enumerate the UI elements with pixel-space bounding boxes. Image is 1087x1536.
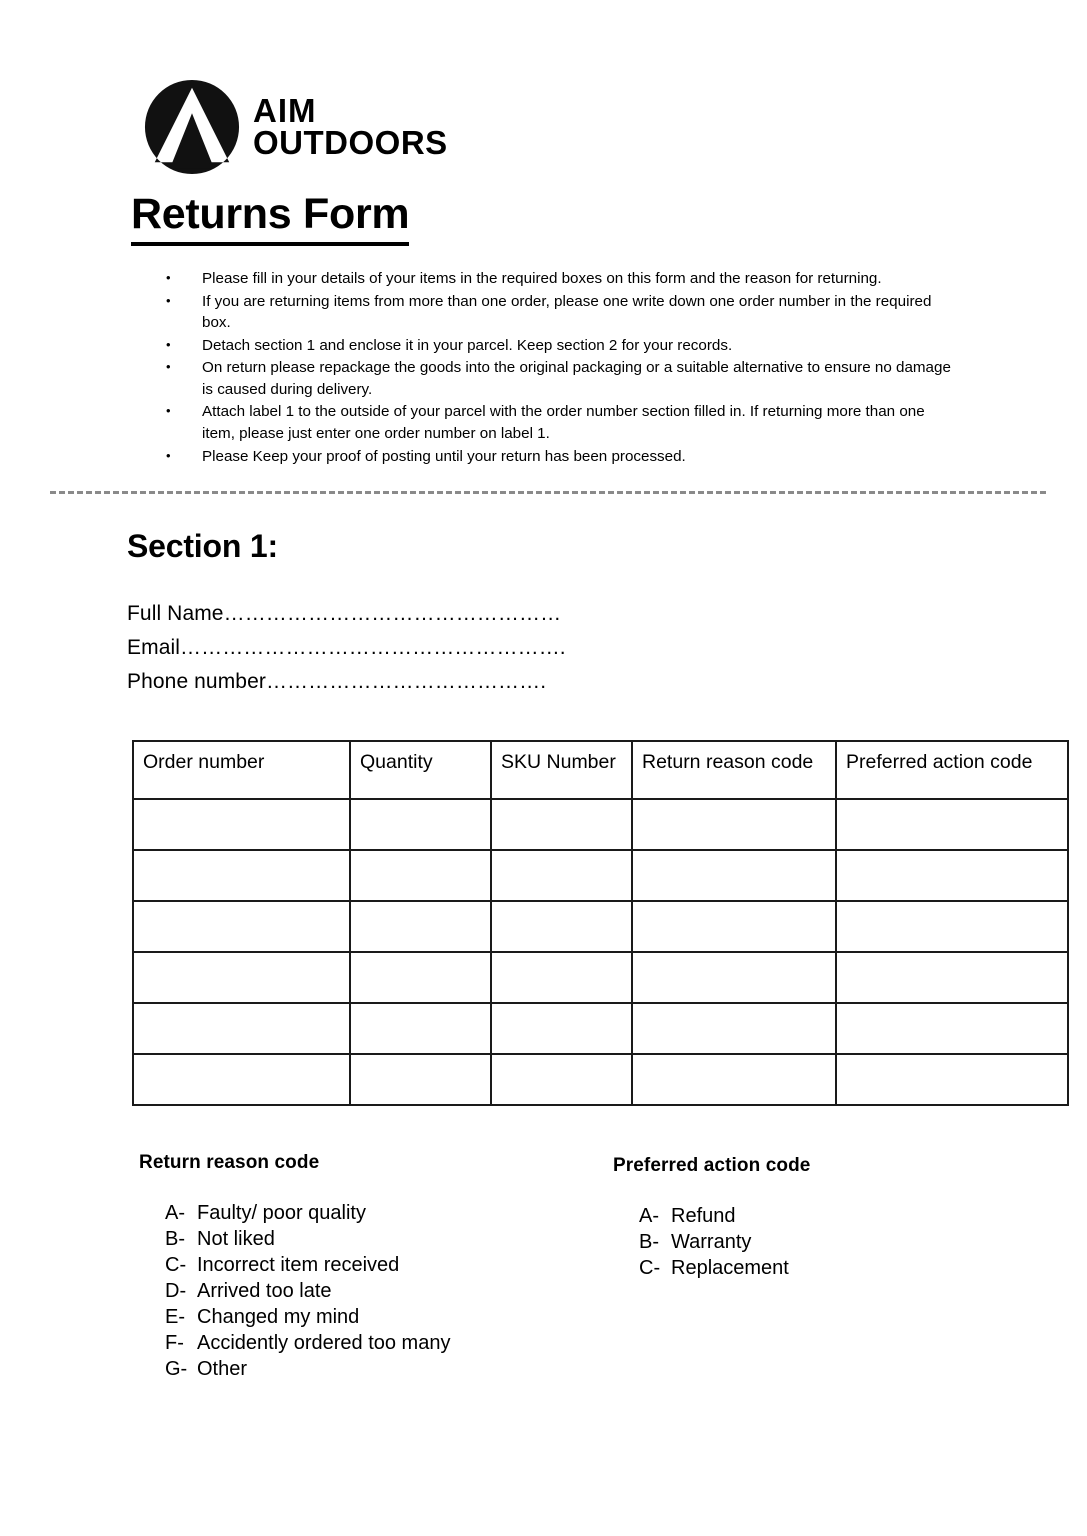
table-header-row [133, 741, 1068, 799]
legend-value: Other [197, 1358, 248, 1380]
cell-order-number[interactable] [133, 901, 350, 952]
cell-return-reason-code[interactable] [632, 952, 836, 1003]
table-row [133, 952, 1068, 1003]
list-item [639, 1255, 810, 1281]
legend-value: Incorrect item received [197, 1254, 400, 1276]
return-reason-code-legend [139, 1152, 450, 1382]
column-header-return-reason-code: Return reason code [632, 741, 836, 799]
legend-value: Replacement [671, 1257, 789, 1279]
cell-quantity[interactable] [350, 952, 491, 1003]
legend-key: F- [165, 1332, 184, 1354]
page-title: Returns Form [131, 190, 409, 246]
list-item [160, 357, 960, 400]
cut-here-dashed-divider [50, 491, 1046, 494]
legend-entries [165, 1200, 450, 1382]
list-item [160, 446, 960, 468]
cell-quantity[interactable] [350, 799, 491, 850]
instruction-text: On return please repackage the goods into the original packaging or a suitable alternative to ensure no damage is caused during delivery. [202, 359, 951, 398]
bullet-icon: • [166, 447, 171, 463]
brand-name-line-1: AIM [253, 92, 317, 130]
cell-quantity[interactable] [350, 901, 491, 952]
list-item [160, 401, 960, 444]
brand-name-line-2: OUTDOORS [253, 124, 448, 161]
cell-return-reason-code[interactable] [632, 901, 836, 952]
cell-preferred-action-code[interactable] [836, 952, 1068, 1003]
legend-key: E- [165, 1306, 185, 1328]
bullet-icon: • [166, 292, 171, 308]
phone-number-field[interactable]: Phone number…………………………………. [127, 670, 547, 694]
table-row [133, 901, 1068, 952]
legend-key: B- [639, 1231, 659, 1253]
list-item [165, 1330, 450, 1356]
cell-quantity[interactable] [350, 1054, 491, 1105]
returns-items-table [132, 740, 1069, 1106]
legend-value: Not liked [197, 1228, 275, 1250]
list-item [165, 1304, 450, 1330]
bullet-icon: • [166, 403, 171, 419]
instruction-text: Please Keep your proof of posting until your return has been processed. [202, 447, 686, 465]
legend-key: C- [639, 1257, 661, 1279]
legend-value: Refund [671, 1205, 736, 1227]
list-item [165, 1356, 450, 1382]
cell-preferred-action-code[interactable] [836, 799, 1068, 850]
cell-quantity[interactable] [350, 1003, 491, 1054]
cell-return-reason-code[interactable] [632, 1054, 836, 1105]
legend-key: B- [165, 1228, 185, 1250]
cell-order-number[interactable] [133, 1003, 350, 1054]
section-1-heading: Section 1: [127, 528, 278, 564]
legend-value: Arrived too late [197, 1280, 332, 1302]
preferred-action-code-legend [613, 1155, 810, 1281]
legend-key: A- [639, 1205, 659, 1227]
legend-key: D- [165, 1280, 187, 1302]
column-header-quantity: Quantity [350, 741, 491, 799]
instructions-list [160, 268, 960, 468]
contact-fields [127, 597, 566, 699]
cell-order-number[interactable] [133, 799, 350, 850]
list-item [165, 1278, 450, 1304]
legend-title: Preferred action code [613, 1155, 811, 1176]
cell-order-number[interactable] [133, 952, 350, 1003]
legend-entries [639, 1203, 810, 1281]
list-item [639, 1229, 810, 1255]
list-item [639, 1203, 810, 1229]
table-row [133, 1054, 1068, 1105]
bullet-icon: • [166, 270, 171, 285]
cell-preferred-action-code[interactable] [836, 1003, 1068, 1054]
list-item [160, 268, 960, 290]
legend-value: Faulty/ poor quality [197, 1202, 366, 1224]
instruction-text: Detach section 1 and enclose it in your parcel. Keep section 2 for your records. [202, 336, 733, 354]
cell-sku-number[interactable] [491, 1003, 632, 1054]
table-row [133, 799, 1068, 850]
list-item [160, 335, 960, 357]
legend-key: A- [165, 1202, 185, 1224]
legend-key: G- [165, 1358, 188, 1380]
cell-sku-number[interactable] [491, 850, 632, 901]
brand-logo [143, 78, 448, 176]
cell-preferred-action-code[interactable] [836, 901, 1068, 952]
aim-arrow-circle-logo-icon [143, 78, 241, 176]
cell-sku-number[interactable] [491, 901, 632, 952]
list-item [165, 1252, 450, 1278]
cell-return-reason-code[interactable] [632, 1003, 836, 1054]
column-header-preferred-action-code: Preferred action code [836, 741, 1068, 799]
column-header-sku-number: SKU Number [491, 741, 632, 799]
cell-return-reason-code[interactable] [632, 850, 836, 901]
cell-quantity[interactable] [350, 850, 491, 901]
instruction-text: If you are returning items from more than one order, please one write down one order number in the required box. [202, 292, 932, 332]
legend-value: Changed my mind [197, 1306, 360, 1328]
instruction-text: Please fill in your details of your items in the required boxes on this form and the reason for returning. [202, 270, 882, 287]
list-item [165, 1200, 450, 1226]
legend-title: Return reason code [139, 1152, 320, 1173]
bullet-icon: • [166, 359, 171, 375]
list-item [165, 1226, 450, 1252]
legend-key: C- [165, 1254, 187, 1276]
legend-value: Warranty [671, 1231, 752, 1253]
cell-return-reason-code[interactable] [632, 799, 836, 850]
legend-value: Accidently ordered too many [197, 1332, 451, 1354]
cell-preferred-action-code[interactable] [836, 850, 1068, 901]
cell-order-number[interactable] [133, 1054, 350, 1105]
cell-sku-number[interactable] [491, 952, 632, 1003]
cell-order-number[interactable] [133, 850, 350, 901]
table-row [133, 1003, 1068, 1054]
list-item [160, 291, 960, 334]
cell-sku-number[interactable] [491, 799, 632, 850]
column-header-order-number: Order number [133, 741, 350, 799]
email-field[interactable]: Email………………………………………………. [127, 636, 566, 660]
table-row [133, 850, 1068, 901]
cell-sku-number[interactable] [491, 1054, 632, 1105]
full-name-field[interactable]: Full Name………………………………………… [127, 602, 562, 625]
cell-preferred-action-code[interactable] [836, 1054, 1068, 1105]
instruction-text: Attach label 1 to the outside of your parcel with the order number section filled in. If returning more than one item, please just enter one order number on label 1. [202, 403, 925, 443]
bullet-icon: • [166, 336, 171, 352]
